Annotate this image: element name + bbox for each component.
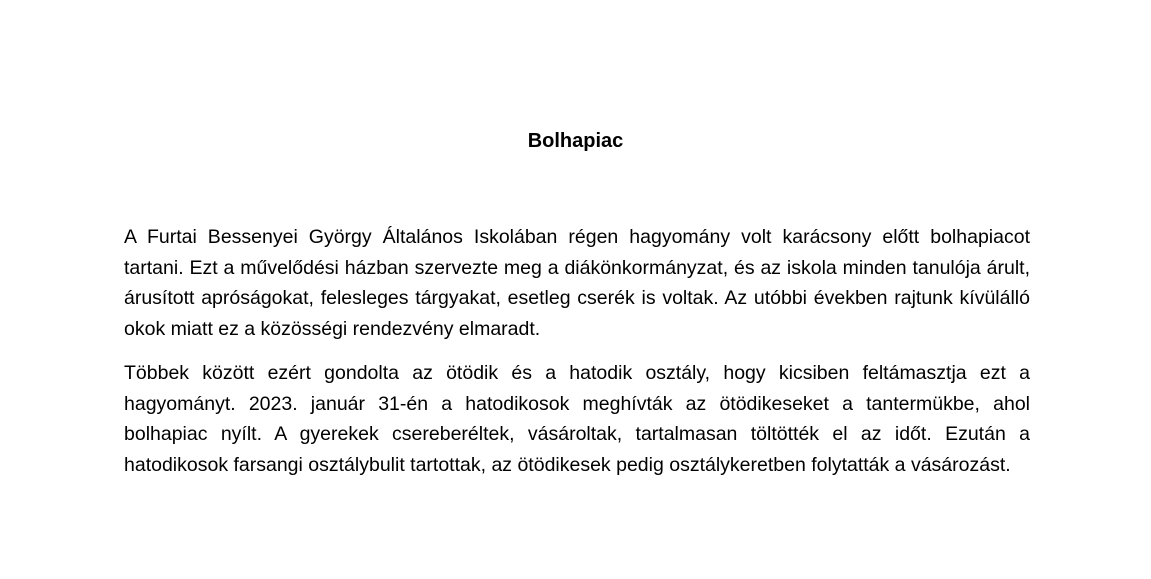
paragraph-1: A Furtai Bessenyei György Általános Iskolában régen hagyomány volt karácsony előtt bolhapiacot tartani. Ezt a művelődési házban szervezte meg a diákönkormányzat, és az iskola minden tanulója árult, árusított apróságokat, felesleges tárgyakat, esetleg cserék is voltak. Az utóbbi években rajtunk kívülálló okok miatt ez a közösségi rendezvény elmaradt. <box>124 226 1030 340</box>
document-title: Bolhapiac <box>527 130 624 152</box>
paragraph-2: Többek között ezért gondolta az ötödik és a hatodik osztály, hogy kicsiben feltámasztja ezt a hagyományt. 2023. január 31-én a hatodikosok meghívták az ötödikeseket a tantermükbe, ahol bolhapiac nyílt. A gyerekek csereberéltek, vásároltak, tartalmasan töltötték el az időt. Ezután a hatodikosok farsangi osztálybulit tartottak, az ötödikesek pedig osztálykeretben folytatták a vásározást. <box>124 362 1030 476</box>
document-body <box>124 222 1030 494</box>
